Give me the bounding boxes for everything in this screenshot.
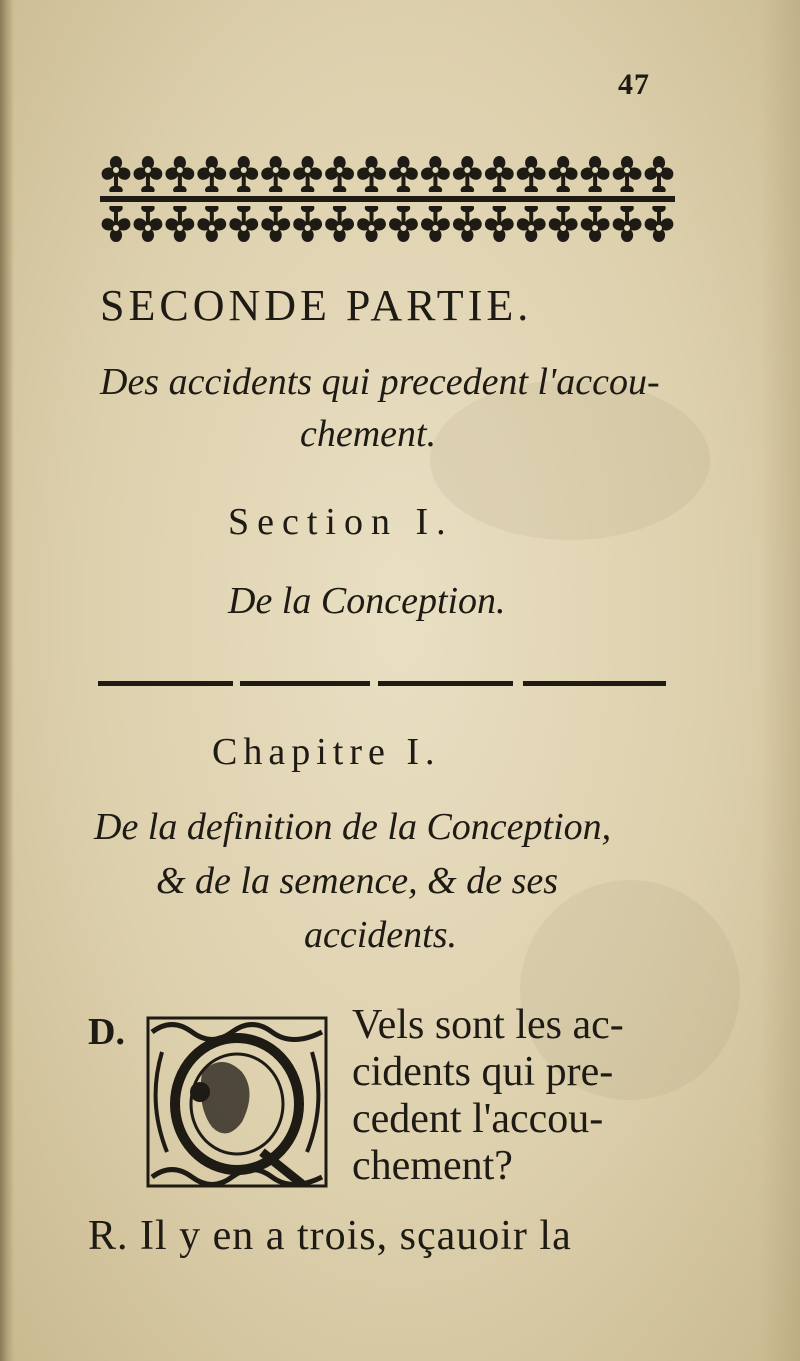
chapter-subtitle-line1: De la definition de la Conception, [94, 806, 612, 848]
fleuron-icon [165, 156, 194, 192]
fleuron-icon [549, 206, 578, 242]
fleuron-icon [102, 206, 131, 242]
fleuron-icon [485, 206, 514, 242]
question-line: chement? [352, 1143, 513, 1189]
fleuron-icon [645, 156, 674, 192]
part-title: SECONDE PARTIE. [100, 281, 533, 330]
fleuron-icon [581, 156, 610, 192]
page-edge-shadow [760, 0, 800, 1361]
fleuron-icon [485, 156, 514, 192]
question-marker: D. [88, 1011, 125, 1053]
fleuron-icon [453, 206, 482, 242]
fleuron-icon [325, 156, 354, 192]
answer-text: R. Il y en a trois, sçauoir la [88, 1213, 572, 1259]
fleuron-icon [613, 206, 642, 242]
decorated-initial-icon [142, 1012, 332, 1192]
fleuron-icon [325, 206, 354, 242]
fleuron-icon [165, 206, 194, 242]
chapter-subtitle [94, 800, 694, 962]
page-number: 47 [618, 68, 650, 101]
section-title: Section I. [228, 501, 454, 543]
chapter-subtitle-line2: & de la semence, & de ses [156, 860, 559, 902]
fleuron-icon [549, 156, 578, 192]
fleuron-icon [229, 206, 258, 242]
fleuron-icon [293, 206, 322, 242]
fleuron-icon [389, 156, 418, 192]
fleuron-icon [421, 156, 450, 192]
fleuron-icon [102, 156, 131, 192]
fleuron-icon [421, 206, 450, 242]
horizontal-rule-icon [98, 678, 666, 690]
fleuron-icon [453, 156, 482, 192]
question-line: Vels sont les ac- [352, 1002, 624, 1048]
section-subtitle: De la Conception. [228, 580, 506, 622]
page-spine-shadow [0, 0, 14, 1361]
fleuron-icon [517, 156, 546, 192]
fleuron-icon [197, 156, 226, 192]
question-line: cedent l'accou- [352, 1096, 604, 1142]
fleuron-icon [293, 156, 322, 192]
fleuron-icon [517, 206, 546, 242]
fleuron-icon [261, 206, 290, 242]
question-line: cidents qui pre- [352, 1049, 614, 1095]
printers-ornament-band-icon [100, 150, 675, 250]
fleuron-icon [645, 206, 674, 242]
fleuron-icon [134, 156, 163, 192]
fleuron-icon [613, 156, 642, 192]
fleuron-icon [357, 206, 386, 242]
part-subtitle-line2: chement. [300, 413, 437, 455]
part-subtitle [100, 356, 700, 460]
fleuron-icon [357, 156, 386, 192]
fleuron-icon [389, 206, 418, 242]
fleuron-icon [581, 206, 610, 242]
fleuron-icon [229, 156, 258, 192]
question-text [352, 1002, 672, 1190]
chapter-subtitle-line3: accidents. [304, 914, 458, 956]
fleuron-icon [261, 156, 290, 192]
fleuron-icon [197, 206, 226, 242]
chapter-title: Chapitre I. [212, 731, 441, 773]
fleuron-icon [134, 206, 163, 242]
part-subtitle-line1: Des accidents qui precedent l'accou- [100, 361, 660, 403]
